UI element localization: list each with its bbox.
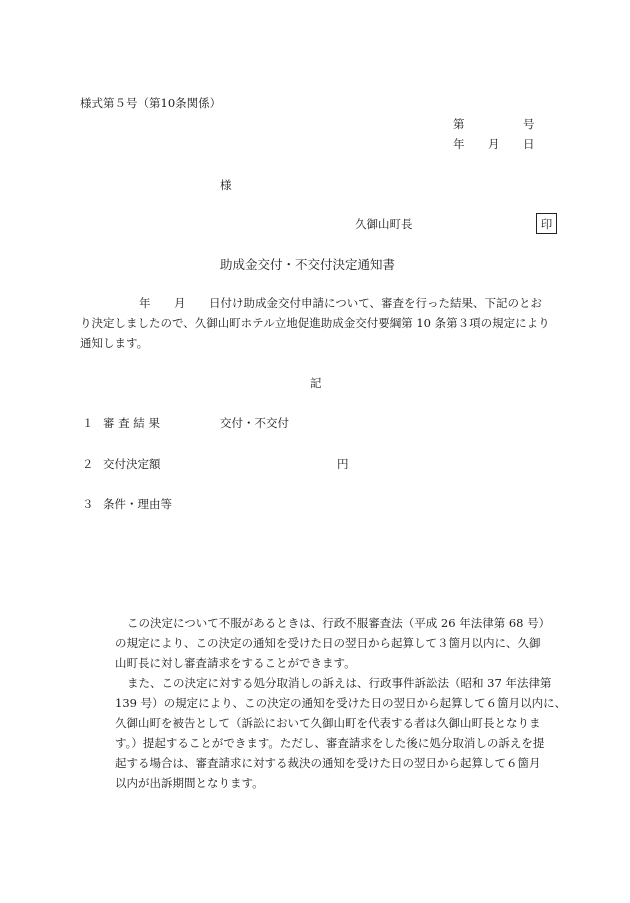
item-3-number: ３ bbox=[82, 497, 94, 511]
item-1-number: １ bbox=[82, 416, 94, 430]
seal-box bbox=[536, 213, 557, 234]
intro-line-2: り決定しましたので、久御山町ホテル立地促進助成金交付要綱第 10 条第３項の規定により bbox=[80, 316, 550, 330]
issuer-name: 久御山町長 bbox=[355, 217, 413, 231]
addressee-honorific: 様 bbox=[220, 178, 232, 192]
notice-line-4: また、この決定に対する処分取消しの訴えは、行政事件訴訟法（昭和 37 年法律第 bbox=[127, 676, 552, 690]
document-title: 助成金交付・不交付決定通知書 bbox=[220, 257, 396, 272]
notice-line-9: 以内が出訴期間となります。 bbox=[115, 776, 264, 790]
notice-line-1: この決定について不服があるときは、行政不服審査法（平成 26 年法律第 68 号） bbox=[127, 616, 551, 630]
notice-line-8: 起する場合は、審査請求に対する裁決の通知を受けた日の翌日から起算して６箇月 bbox=[115, 756, 541, 770]
notice-line-5: 139 号）の規定により、この決定の通知を受けた日の翌日から起算して６箇月以内に、 bbox=[115, 696, 567, 710]
item-1-value: 交付・不交付 bbox=[220, 416, 289, 430]
doc-number-dai: 第 bbox=[453, 117, 465, 131]
item-2-value: 円 bbox=[337, 457, 349, 471]
intro-year: 年 bbox=[139, 296, 151, 310]
intro-line-3: 通知します。 bbox=[80, 336, 149, 350]
intro-month: 月 bbox=[174, 296, 186, 310]
item-1-label: 審 査 結 果 bbox=[103, 416, 160, 430]
doc-number-go: 号 bbox=[523, 117, 535, 131]
item-2-number: ２ bbox=[82, 457, 94, 471]
form-label: 様式第５号（第10条関係） bbox=[80, 96, 222, 110]
notice-line-6: 久御山町を被告として（訴訟において久御山町を代表する者は久御山町長となりま bbox=[115, 716, 541, 730]
notice-line-2: の規定により、この決定の通知を受けた日の翌日から起算して３箇月以内に、久御 bbox=[115, 636, 541, 650]
date-month: 月 bbox=[488, 137, 500, 151]
intro-line-1: 日付け助成金交付申請について、審査を行った結果、下記のとお bbox=[209, 296, 543, 310]
notice-line-3: 山町長に対し審査請求をすることができます。 bbox=[115, 656, 356, 670]
ki-heading: 記 bbox=[310, 376, 322, 390]
seal-mark: 印 bbox=[540, 216, 553, 231]
notice-line-7: す。）提起することができます。ただし、審査請求をした後に処分取消しの訴えを提 bbox=[115, 736, 545, 750]
item-3-label: 条件・理由等 bbox=[103, 497, 172, 511]
item-2-label: 交付決定額 bbox=[103, 457, 161, 471]
date-year: 年 bbox=[453, 137, 465, 151]
date-day: 日 bbox=[523, 137, 535, 151]
